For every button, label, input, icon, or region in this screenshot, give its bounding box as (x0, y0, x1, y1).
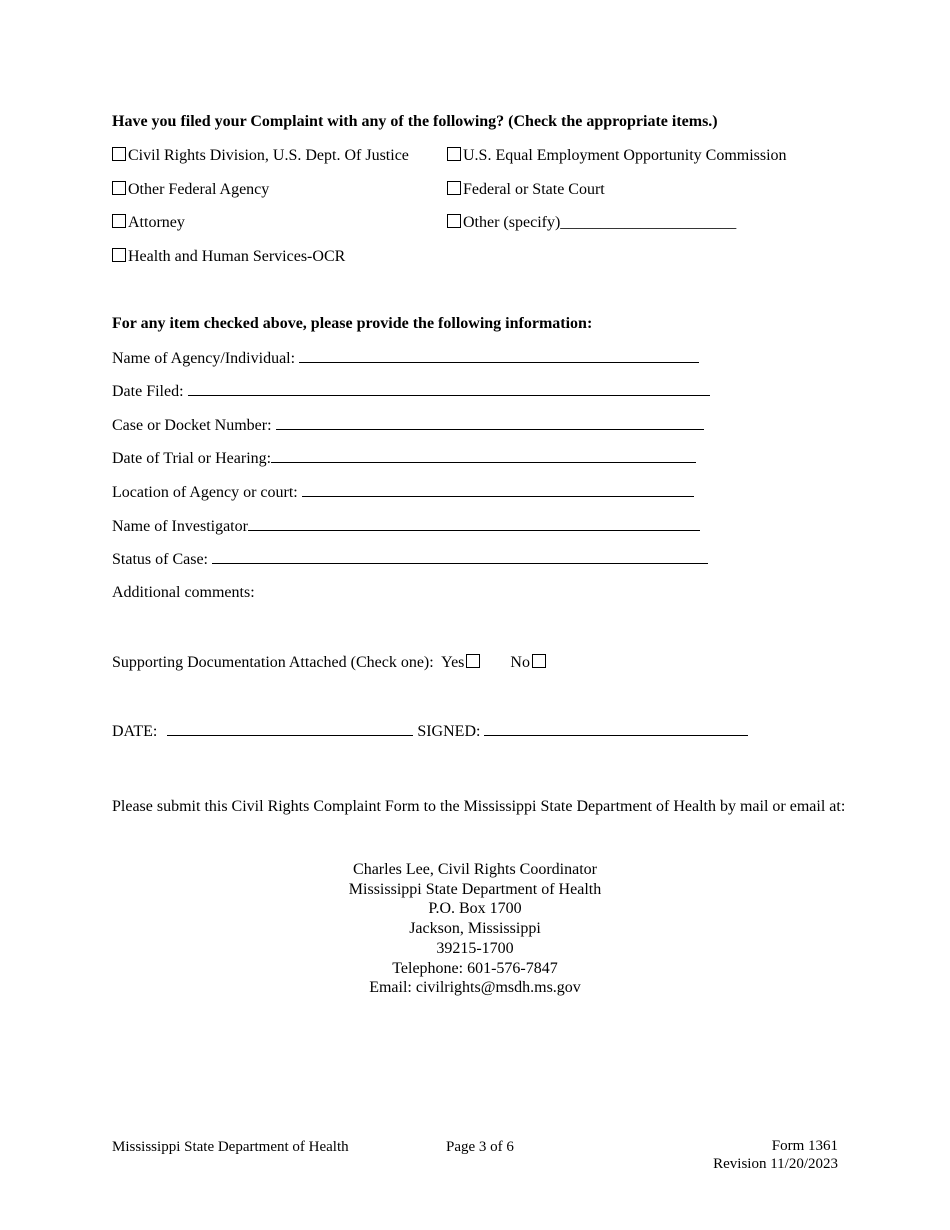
footer-form: Form 1361 (771, 1138, 838, 1154)
checkbox-court[interactable] (447, 181, 461, 195)
contact-org: Mississippi State Department of Health (348, 880, 602, 898)
status-line[interactable] (212, 549, 708, 564)
option-other-specify[interactable]: Other (specify)______________________ (447, 213, 736, 233)
supporting-docs-label: Supporting Documentation Attached (Check one): (112, 654, 434, 671)
additional-comments-label: Additional comments: (112, 584, 255, 601)
contact-city: Jackson, Mississippi (409, 920, 541, 938)
filed-heading: Have you filed your Complaint with any of the following? (Check the appropriate items.) (112, 113, 718, 130)
field-date-filed[interactable]: Date Filed: (112, 381, 710, 402)
footer-page: Page 3 of 6 (446, 1139, 514, 1155)
case-number-line[interactable] (276, 415, 704, 430)
field-location[interactable]: Location of Agency or court: (112, 482, 694, 503)
field-status[interactable]: Status of Case: (112, 549, 708, 570)
location-line[interactable] (302, 482, 694, 497)
field-investigator[interactable]: Name of Investigator (112, 516, 700, 537)
field-trial-date[interactable]: Date of Trial or Hearing: (112, 448, 696, 469)
contact-po-box: P.O. Box 1700 (428, 900, 522, 918)
footer-revision: Revision 11/20/2023 (713, 1156, 838, 1172)
yes-label: Yes (441, 654, 465, 671)
info-heading: For any item checked above, please provide the following information: (112, 315, 593, 332)
footer-form-info (713, 1137, 838, 1173)
checkbox-eeoc[interactable] (447, 147, 461, 161)
checkbox-doj[interactable] (112, 147, 126, 161)
option-eeoc[interactable]: U.S. Equal Employment Opportunity Commission (447, 146, 787, 166)
supporting-docs (112, 653, 546, 673)
checkbox-attorney[interactable] (112, 214, 126, 228)
date-label: DATE: (112, 723, 158, 740)
footer-org: Mississippi State Department of Health (112, 1139, 349, 1155)
date-line[interactable] (167, 721, 413, 736)
contact-email[interactable]: Email: civilrights@msdh.ms.gov (369, 979, 581, 997)
contact-block (0, 860, 950, 998)
contact-telephone: Telephone: 601-576-7847 (392, 959, 558, 977)
checkbox-other-federal[interactable] (112, 181, 126, 195)
checkbox-other-specify[interactable] (447, 214, 461, 228)
signed-line[interactable] (484, 721, 748, 736)
contact-zip: 39215-1700 (436, 939, 514, 957)
checkbox-no[interactable] (532, 654, 546, 668)
option-hhs-ocr[interactable]: Health and Human Services-OCR (112, 247, 345, 267)
field-agency-name[interactable]: Name of Agency/Individual: (112, 348, 699, 369)
investigator-line[interactable] (248, 516, 700, 531)
agency-name-line[interactable] (299, 348, 699, 363)
trial-date-line[interactable] (271, 448, 696, 463)
submit-instructions: Please submit this Civil Rights Complaint Form to the Mississippi State Department of Health by mail or email at: (112, 798, 846, 815)
signed-label: SIGNED: (417, 723, 481, 740)
option-other-federal[interactable]: Other Federal Agency (112, 180, 269, 200)
signature-row (112, 721, 748, 742)
field-case-number[interactable]: Case or Docket Number: (112, 415, 704, 436)
option-attorney[interactable]: Attorney (112, 213, 185, 233)
date-filed-line[interactable] (188, 381, 710, 396)
checkbox-hhs-ocr[interactable] (112, 248, 126, 262)
option-doj[interactable]: Civil Rights Division, U.S. Dept. Of Justice (112, 146, 409, 166)
contact-name: Charles Lee, Civil Rights Coordinator (353, 861, 597, 878)
no-label: No (510, 654, 530, 671)
option-court[interactable]: Federal or State Court (447, 180, 605, 200)
checkbox-yes[interactable] (466, 654, 480, 668)
